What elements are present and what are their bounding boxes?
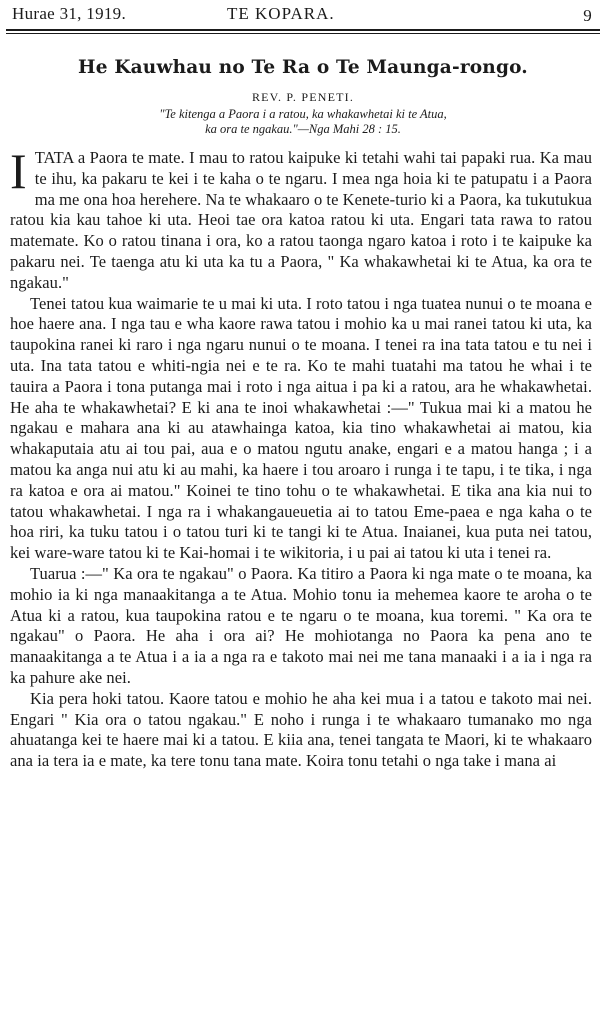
header-rule [6,29,600,31]
drop-cap: I [10,143,27,199]
epigraph-line: "Te kitenga a Paora i a ratou, ka whakawhetai ki te Atua, [159,107,447,121]
article-byline: REV. P. PENETI. [251,90,355,104]
article-body [10,143,592,772]
journal-title: TE KOPARA. [227,4,335,23]
epigraph-line: ka ora te ngakau."—Nga Mahi 28 : 15. [205,122,401,136]
header-rule-thin [6,33,600,34]
running-head [12,4,592,26]
issue-date: Hurae 31, 1919. [12,4,127,23]
paragraph-3: Tuarua :—" Ka ora te ngakau" o Paora. Ka titiro a Paora ki nga mate o te moana, ka mohio ia ki nga manaakitanga a te Atua. Mohio tonu ia mehemea kaore te aroha o te Atua ki a ratou, kua taupokina ratou e te ngaru o te moana, kua toremi. " Ka ora te ngakau" o Paora. He aha i ora ai? He mohiotanga no Paora ka pena ano te manaakitanga a te Atua i a ia a nga ra e takoto mai nei me tana manaaki i a ia i nga ra ka pahure ake nei. [10,563,592,687]
paragraph-4: Kia pera hoki tatou. Kaore tatou e mohio he aha kei mua i a tatou e takoto mai nei. Engari " Kia ora o tatou ngakau." E noho i runga i te whakaaro tumanako mo nga ahuatanga kei te haere mai ki a tatou. E kiia ana, tenei tangata te Maori, ki te whakaaro ana ia tera ia e mate, ka tere tonu tana mate. Koira tonu tetahi o nga take i mana ai [10,688,592,771]
article-headline: He Kauwhau no Te Ra o Te Maunga-rongo. [78,57,528,78]
paragraph-text: TATA a Paora te mate. I mau to ratou kaipuke ki tetahi wahi tai papaki rua. Ka mau te ihu, ka pakaru te kei i te kaha o te ngaru. I mea nga hoia ki te patupatu i a Paora ma me ona hoa herehere. Na te whakaaro o te Kenete-turio ki a Paora, ka tukutukua ratou kia kau tahoe ki uta. Heoi tae ora katoa ratou ki uta. Engari tata rawa to ratou matemate. Ko o ratou tinana i ora, ko a ratou taonga ngaro katoa i roto i te kaipuke ka pakaru nei. Te taenga atu ki uta ka tu a Paora, " Ka whakawhetai ki te Atua, ka ora te ngakau." [10,148,592,292]
article-epigraph [64,107,542,137]
page-number: 9 [583,6,592,25]
paragraph-2: Tenei tatou kua waimarie te u mai ki uta. I roto tatou i nga tuatea nunui o te moana e hoe haere ana. I nga tau e wha kaore rawa tatou i mohio ka u mai ranei tatou ki uta, ka taupokina ranei ki raro i nga ngaru nunui o te moana. I tenei ra ina tata tatou e tu nei i uta. Ina tata tatou e whiti-ngia nei e te ra. Ko te mahi tuatahi ma tatou he whai i te tauira a Paora i tona putanga mai i roto i nga aitua i pa ki a ratou, ara he whakawhetai. He aha te whakawhetai? E ki ana te inoi whakawhetai :—" Tukua mai ki a matou he ngakau e mahara ana ki au atawhainga katoa, kia tino whakawhetai ai matou, kia whakaputaia atu ai tou pai, aua e o matou ngutu anake, engari e a matou hanga ; i a matou ka anga nui atu ki au mahi, ka haere i tou aroaro i runga i te tapu, i te tika, i nga ra katoa e ora ai matou." Koinei te tino tohu o te whakawhetai. E tika ana kia nui to tatou whakawhetai. I nga ra i whakangaueuetia ai to tatou Eme-paea e nga kaha o te hoa riri, ka tuku tatou i o tatou turi ki te tangi ki te Atua. Inaianei, kua puta nei tatou, kei ware-ware tatou ki te Kai-homai i te wikitoria, i u pai ai tatou ki uta i tenei ra. [10,293,592,563]
paragraph-1 [10,143,592,294]
